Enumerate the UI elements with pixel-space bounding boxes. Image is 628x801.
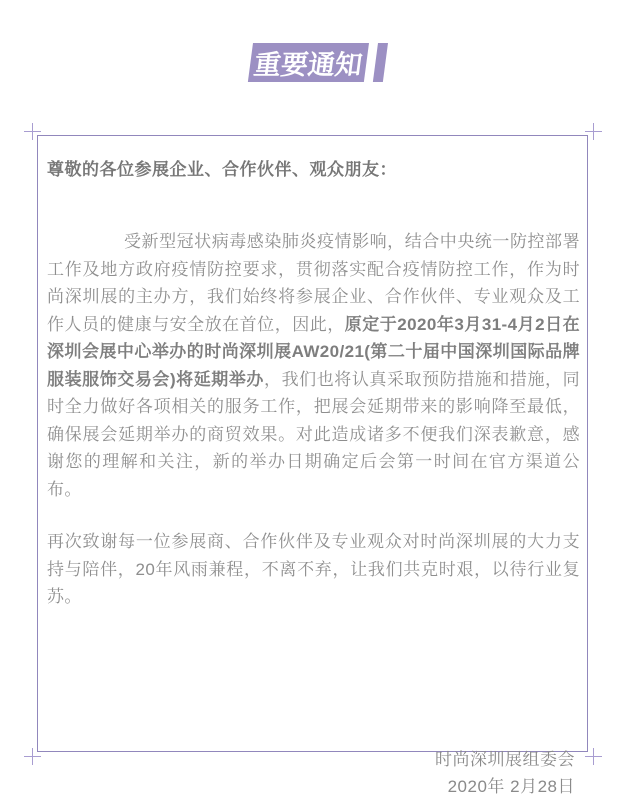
- banner-accent-stripe: [373, 43, 388, 82]
- paragraph-postponement-tail: ，我们也将认真采取预防措施和措施，同时全力做好各项相关的服务工作，把展会延期带来的影响降至最低，确保展会延期举办的商贸效果。对此造成诸多不便我们深表歉意，感谢您的理解和关注，新的举办日期确定后会第一时间在官方渠道公布。: [47, 369, 580, 499]
- signature-block: [47, 746, 575, 801]
- paragraph-postponement-bold: 原定于2020年3月31-4月2日在深圳会展中心举办的时尚深圳展AW20/21(第二十届中国深圳国际品牌服装服饰交易会)将延期举办: [47, 314, 580, 389]
- paragraph-thanks: 再次致谢每一位参展商、合作伙伴及专业观众对时尚深圳展的大力支持与陪伴，20年风雨兼程，不离不弃，让我们共克时艰，以待行业复苏。: [47, 532, 580, 606]
- signature-date: 2020年 2月28日: [447, 777, 575, 796]
- important-notice-banner: [248, 43, 369, 82]
- greeting-line: 尊敬的各位参展企业、合作伙伴、观众朋友：: [47, 160, 397, 179]
- paragraph-postponement: [47, 228, 580, 503]
- signer-name: 时尚深圳展组委会: [435, 749, 575, 769]
- paragraph-postponement-lead: 受新型冠状病毒感染肺炎疫情影响，结合中央统一防控部署工作及地方政府疫情防控要求，贯彻落实配合疫情防控工作，作为时尚深圳展的主办方，我们始终将参展企业、合作伙伴、专业观众及工作人员的健康与安全放在首位，因此，: [47, 232, 580, 334]
- banner-title: 重要通知: [252, 50, 365, 80]
- notice-card: [37, 135, 588, 796]
